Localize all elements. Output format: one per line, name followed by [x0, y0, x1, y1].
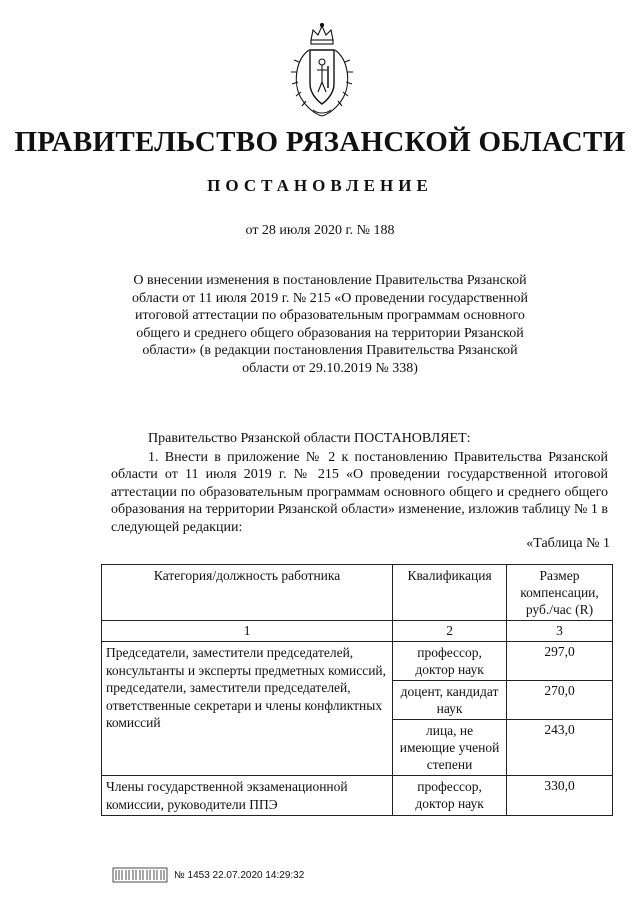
registration-stamp: № 1453 22.07.2020 14:29:32 — [174, 869, 305, 881]
preamble: Правительство Рязанской области ПОСТАНОВЛЯЕТ: — [148, 431, 471, 446]
table-row — [102, 776, 613, 816]
table-row — [102, 642, 613, 681]
rate-cell: 330,0 — [507, 776, 613, 816]
qualification-cell: профессор, доктор наук — [393, 642, 507, 681]
compensation-table — [101, 564, 613, 816]
column-number: 3 — [507, 621, 613, 642]
qualification-cell: профессор, доктор наук — [393, 776, 507, 816]
footer-stamp — [112, 866, 304, 884]
header-qualification: Квалификация — [393, 565, 507, 621]
document-subject: О внесении изменения в постановление Правительства Рязанской области от 11 июля 2019 г. № 215 «О проведении государственной итоговой аттестации по образовательным программам основного общего и среднего общего образования на территории Рязанской области» (в редакции постановления Правительства Рязанской области от 29.10.2019 № 338) — [131, 273, 528, 376]
column-number: 2 — [393, 621, 507, 642]
rate-cell: 297,0 — [507, 642, 613, 681]
column-number: 1 — [102, 621, 393, 642]
qualification-cell: лица, не имеющие ученой степени — [393, 720, 507, 776]
header-category: Категория/должность работника — [102, 565, 393, 621]
category-cell: Председатели, заместители председателей, консультанты и эксперты предметных комиссий, председатели, заместители председателей, ответственные секретари и члены конфликтных комиссий — [102, 642, 393, 776]
category-cell: Члены государственной экзаменационной комиссии, руководители ППЭ — [102, 776, 393, 816]
header-compensation: Размер компенсации, руб./час (R) — [507, 565, 613, 621]
rate-cell: 243,0 — [507, 720, 613, 776]
table-header-row — [102, 565, 613, 621]
government-title: ПРАВИТЕЛЬСТВО РЯЗАНСКОЙ ОБЛАСТИ — [14, 126, 626, 158]
qualification-cell: доцент, кандидат наук — [393, 681, 507, 720]
document-type: ПОСТАНОВЛЕНИЕ — [207, 176, 433, 195]
barcode-logo-icon — [112, 866, 168, 884]
document-date-number: от 28 июля 2020 г. № 188 — [245, 223, 395, 238]
column-number-row — [102, 621, 613, 642]
paragraph-1: 1. Внести в приложение № 2 к постановлению Правительства Рязанской области от 11 июля 2019 г. № 215 «О проведении государственной итоговой аттестации по образовательным программам основного общего и среднего общего образования на территории Рязанской области» изменение, изложив таблицу № 1 в следующей редакции: — [111, 450, 608, 535]
rate-cell: 270,0 — [507, 681, 613, 720]
table-caption: «Таблица № 1 — [526, 536, 610, 551]
coat-of-arms-emblem — [287, 22, 357, 122]
